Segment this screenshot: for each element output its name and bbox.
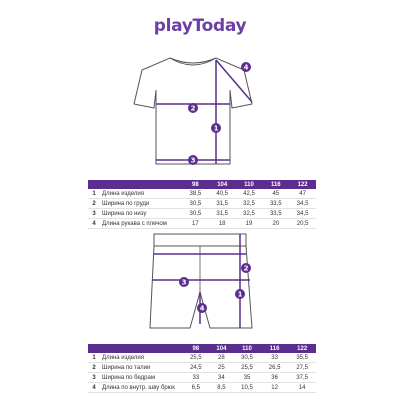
table-cell: 6,5 xyxy=(182,383,210,393)
table-cell: 32,5 xyxy=(236,209,263,219)
table-cell: 47 xyxy=(289,189,316,199)
size-col: 104 xyxy=(209,180,236,189)
table-cell: 38,5 xyxy=(182,189,209,199)
size-col: 98 xyxy=(182,344,210,353)
sketch-line: 1 xyxy=(237,290,243,299)
table-cell: 33,5 xyxy=(262,199,289,209)
table-cell: Длина изделия xyxy=(100,189,182,199)
table-cell: 20 xyxy=(262,219,289,229)
table-cell: 31,5 xyxy=(209,199,236,209)
table-cell: 34,5 xyxy=(289,209,316,219)
table-cell xyxy=(100,344,182,353)
table-cell: 17 xyxy=(182,219,209,229)
table-cell: 33 xyxy=(261,353,289,363)
table-cell: 20,5 xyxy=(289,219,316,229)
table-cell: 35 xyxy=(233,373,261,383)
sketch-line xyxy=(150,246,252,328)
table-row xyxy=(88,353,316,363)
table-cell: 14 xyxy=(288,383,316,393)
marker-1 xyxy=(211,123,221,133)
marker-4 xyxy=(197,303,207,313)
table-cell: 34 xyxy=(210,373,234,383)
table-cell: Длина по внутр. шву брюк xyxy=(100,383,182,393)
table-row xyxy=(88,189,316,199)
size-col: 122 xyxy=(288,344,316,353)
marker-3 xyxy=(188,155,198,165)
table-cell: Ширина по груди xyxy=(100,199,182,209)
table-cell: 3 xyxy=(88,373,100,383)
shorts-size-table xyxy=(88,344,316,393)
size-col: 98 xyxy=(182,180,209,189)
marker-2 xyxy=(188,103,198,113)
table-cell: 30,5 xyxy=(233,353,261,363)
table-cell: 19 xyxy=(236,219,263,229)
marker-4 xyxy=(241,62,251,72)
size-col: 104 xyxy=(210,344,234,353)
table-cell: 4 xyxy=(88,219,100,229)
table-cell: 45 xyxy=(262,189,289,199)
table-cell: 33 xyxy=(182,373,210,383)
table-cell: 30,5 xyxy=(182,209,209,219)
table-cell: 27,5 xyxy=(288,363,316,373)
table-cell: 4 xyxy=(88,383,100,393)
table-header-row xyxy=(88,344,316,353)
table-cell: 30,5 xyxy=(182,199,209,209)
table-cell: 25,5 xyxy=(233,363,261,373)
sketch-line: 3 xyxy=(190,156,196,165)
size-col: 122 xyxy=(289,180,316,189)
table-cell xyxy=(100,180,182,189)
table-cell: 35,5 xyxy=(288,353,316,363)
table-cell: 36 xyxy=(261,373,289,383)
table-cell: 42,5 xyxy=(236,189,263,199)
table-cell: Длина рукава с плечом xyxy=(100,219,182,229)
table-cell: 28 xyxy=(210,353,234,363)
sketch-line xyxy=(154,234,246,246)
table-cell: 8,5 xyxy=(210,383,234,393)
table-cell: 18 xyxy=(209,219,236,229)
sketch-line: 3 xyxy=(181,278,187,287)
table-row xyxy=(88,199,316,209)
marker-2 xyxy=(241,263,251,273)
tshirt-size-table xyxy=(88,180,316,229)
sketch-line: 4 xyxy=(199,304,205,313)
tshirt-sketch xyxy=(118,52,268,170)
table-cell xyxy=(88,344,100,353)
table-cell xyxy=(88,180,100,189)
sketch-line: 2 xyxy=(243,264,249,273)
table-cell: Длина изделия xyxy=(100,353,182,363)
table-cell: 2 xyxy=(88,199,100,209)
table-cell: 33,5 xyxy=(262,209,289,219)
table-cell: 1 xyxy=(88,189,100,199)
marker-1 xyxy=(235,289,245,299)
table-cell: Ширина по низу xyxy=(100,209,182,219)
size-col: 110 xyxy=(236,180,263,189)
table-cell: 34,5 xyxy=(289,199,316,209)
marker-3 xyxy=(179,277,189,287)
table-cell: 31,5 xyxy=(209,209,236,219)
table-cell: 12 xyxy=(261,383,289,393)
table-cell: 40,5 xyxy=(209,189,236,199)
sketch-line: 1 xyxy=(213,124,219,133)
table-cell: 25,5 xyxy=(182,353,210,363)
size-col: 116 xyxy=(262,180,289,189)
table-cell: 32,5 xyxy=(236,199,263,209)
table-row xyxy=(88,209,316,219)
table-header-row xyxy=(88,180,316,189)
table-cell: Ширина по талии xyxy=(100,363,182,373)
table-row xyxy=(88,373,316,383)
table-cell: Ширина по бедрам xyxy=(100,373,182,383)
size-col: 110 xyxy=(233,344,261,353)
table-row xyxy=(88,363,316,373)
table-row xyxy=(88,383,316,393)
table-cell: 1 xyxy=(88,353,100,363)
sketch-line: 4 xyxy=(243,63,249,72)
table-cell: 24,5 xyxy=(182,363,210,373)
table-cell: 10,5 xyxy=(233,383,261,393)
brand-logo: playToday xyxy=(153,16,247,36)
table-cell: 37,5 xyxy=(288,373,316,383)
table-cell: 26,5 xyxy=(261,363,289,373)
table-cell: 3 xyxy=(88,209,100,219)
size-col: 116 xyxy=(261,344,289,353)
shorts-sketch xyxy=(140,224,264,336)
sketch-line: 2 xyxy=(190,104,196,113)
table-cell: 2 xyxy=(88,363,100,373)
table-cell: 25 xyxy=(210,363,234,373)
